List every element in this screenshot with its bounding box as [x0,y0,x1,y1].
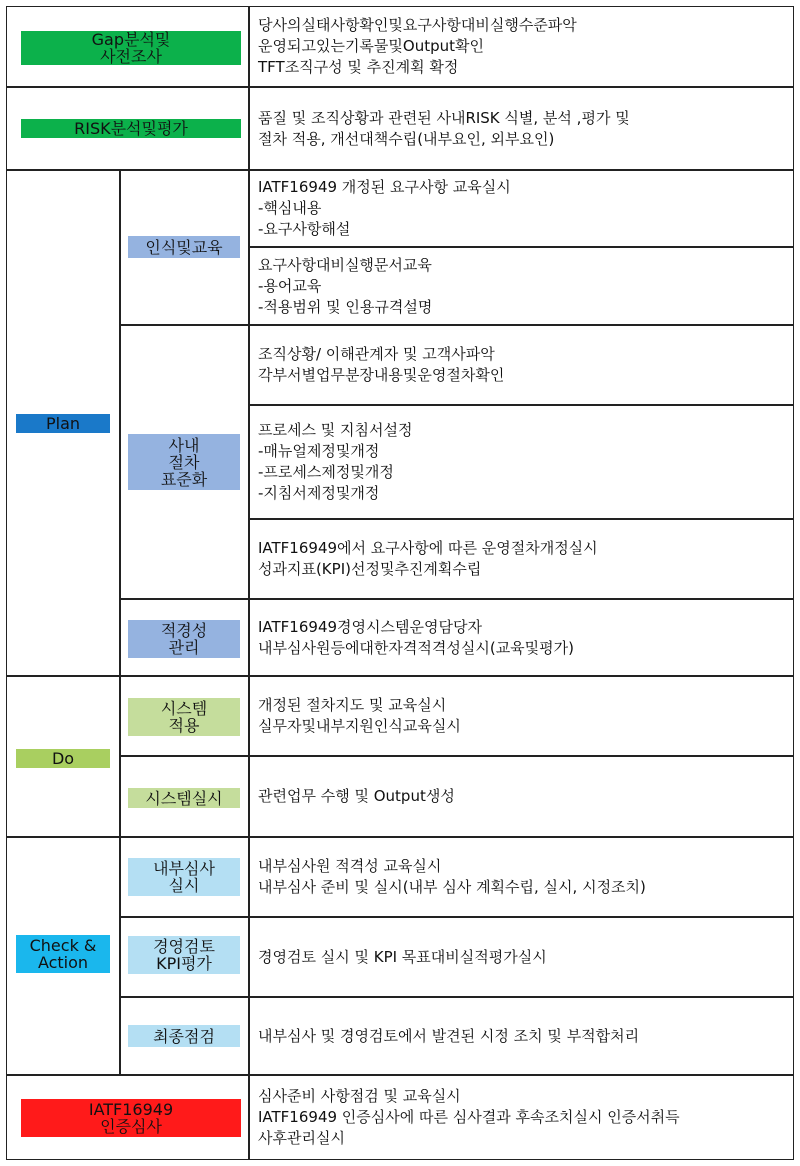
iatf-desc-line: IATF16949 인증심사에 따른 심사결과 후속조치실시 인증서취득 [258,1108,680,1126]
gap-desc-line: TFT조직구성 및 추진계획 확정 [258,58,459,76]
plan-desc-6-line: IATF16949경영시스템운영담당자 [258,617,482,636]
plan-awareness-label-text: 인식및교육 [145,237,223,257]
plan-procedure-label-text: 표준화 [160,469,208,489]
do-label [16,749,110,768]
check-audit-label-text: 실시 [168,876,200,895]
check-desc-1-line: 내부심사원 적격성 교육실시 [258,857,442,875]
gap-desc-line: 당사의실태사항확인및요구사항대비실행수준파악 [258,16,577,34]
check-review-label [128,936,240,974]
process-table [6,6,794,1160]
gap-label-text: Gap분석및 [91,30,171,49]
do-run-label-text: 시스템실시 [145,788,223,808]
plan-procedure-label-text: 절차 [168,452,200,472]
plan-desc-2-line: -적용범위 및 인용규격설명 [258,297,433,316]
plan-desc-3-line: 각부서별업무분장내용및운영절차확인 [258,366,505,384]
risk-desc-line: 품질 및 조직상황과 관련된 사내RISK 식별, 분석 ,평가 및 [258,108,630,127]
plan-desc-4-line: -지침서제정및개정 [258,484,380,502]
plan-desc-2-line: -용어교육 [258,276,322,295]
plan-procedure-label [128,434,240,490]
plan-competence-label [128,620,240,658]
iatf-label [21,1099,241,1137]
check-desc-2 [249,917,794,997]
do-desc-1-line: 개정된 절차지도 및 교육실시 [258,696,447,714]
iatf-desc [249,1075,794,1160]
do-apply-label [128,698,240,736]
plan-desc-5-line: IATF16949에서 요구사항에 따른 운영절차개정실시 [258,539,598,557]
check-desc-2-line: 경영검토 실시 및 KPI 목표대비실적평가실시 [258,947,547,966]
gap-desc-line: 운영되고있는기록물및Output확인 [258,37,484,55]
plan-label-text: Plan [45,414,81,433]
check-desc-1-line: 내부심사 준비 및 실시(내부 심사 계획수립, 실시, 시정조치) [258,878,646,896]
plan-desc-2-line: 요구사항대비실행문서교육 [258,255,432,274]
check-review-label-text: KPI평가 [156,954,212,973]
check-label-text: Action [37,953,89,972]
check-label-text: Check & [29,936,97,955]
plan-competence-label-text: 적경성 [160,621,208,640]
plan-desc-4-line: 프로세스 및 지침서설정 [258,421,413,439]
check-final-label [128,1025,240,1047]
plan-desc-2 [249,247,794,325]
risk-label-text: RISK분석및평가 [74,119,188,138]
iatf-desc-line: 심사준비 사항점검 및 교육실시 [258,1087,461,1105]
check-desc-3 [249,997,794,1075]
gap-label-text: 사전조사 [100,47,162,66]
plan-desc-1-line: -핵심내용 [258,199,322,217]
plan-desc-1 [249,170,794,247]
iatf-desc-line: 사후관리실시 [258,1129,345,1147]
do-run-label [128,788,240,808]
plan-desc-1-line: -요구사항해설 [258,220,351,238]
gap-desc [249,6,794,87]
plan-procedure-label-text: 사내 [168,435,200,455]
do-apply-label-text: 시스템 [160,699,208,718]
plan-desc-5-line: 성과지표(KPI)선정및추진계획수립 [258,560,482,578]
plan-desc-4 [249,405,794,519]
risk-desc-line: 절차 적용, 개선대책수립(내부요인, 외부요인) [258,129,555,148]
do-desc-1-line: 실무자및내부지원인식교육실시 [258,717,461,735]
check-desc-1 [249,837,794,917]
plan-desc-4-line: -매뉴얼제정및개정 [258,442,380,460]
risk-label [21,119,241,138]
check-audit-label-text: 내부심사 [153,859,215,878]
do-desc-1 [249,676,794,756]
do-desc-2-line: 관련업무 수행 및 Output생성 [258,787,455,805]
plan-awareness-label [128,236,240,258]
do-desc-2 [249,756,794,837]
iatf-label-text: IATF16949 [88,1100,174,1119]
check-desc-3-line: 내부심사 및 경영검토에서 발견된 시정 조치 및 부적합처리 [258,1026,640,1045]
plan-desc-6-line: 내부심사원등에대한자격적격성실시(교육및평가) [258,638,574,657]
plan-desc-5 [249,519,794,599]
plan-competence-label-text: 관리 [168,638,200,657]
check-review-label-text: 경영검토 [153,937,215,956]
gap-label [21,31,241,65]
plan-desc-3-line: 조직상황/ 이해관계자 및 고객사파악 [258,345,495,363]
check-final-label-text: 최종점검 [153,1026,215,1046]
do-label-text: Do [51,749,75,768]
plan-desc-4-line: -프로세스제정및개정 [258,463,394,481]
plan-desc-1-line: IATF16949 개정된 요구사항 교육실시 [258,178,511,196]
check-label [16,935,110,973]
do-apply-label-text: 적용 [168,716,200,735]
plan-label [16,414,110,433]
risk-desc [249,87,794,170]
iatf-label-text: 인증심사 [100,1117,162,1136]
check-audit-label [128,858,240,896]
plan-desc-3 [249,325,794,405]
plan-desc-6 [249,599,794,676]
